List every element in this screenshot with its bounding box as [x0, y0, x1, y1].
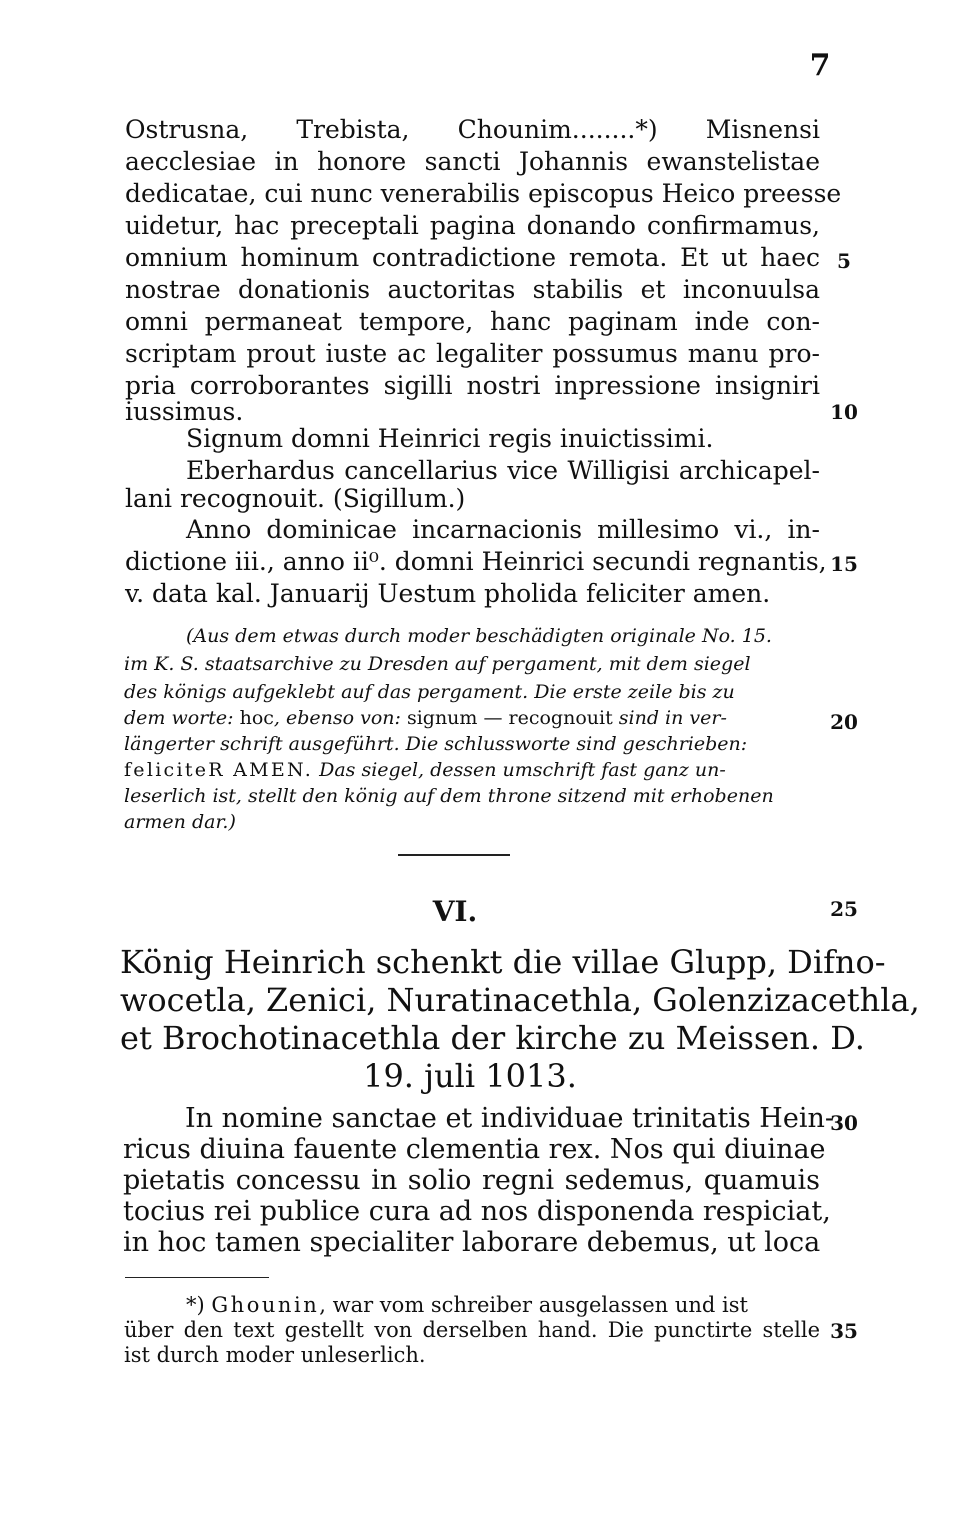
note-quote: signum — recognouit	[406, 707, 613, 729]
note-line	[124, 706, 820, 731]
footnote-text: , war vom schreiber ausgelassen und ist	[319, 1293, 748, 1317]
text-line: dictione iii., anno ii⁰. domni Heinrici secundi regnantis,	[125, 547, 827, 576]
text-line: omni permaneat tempore, hanc paginam inde con-	[125, 307, 820, 336]
note-quote: hoc	[239, 707, 274, 729]
text-line: ricus diuina fauente clementia rex. Nos qui diuinae	[123, 1134, 826, 1165]
heading-line: König Heinrich schenkt die villae Glupp, Difno-	[120, 943, 886, 981]
note-line: im K. S. staatsarchive zu Dresden auf pergament, mit dem siegel	[124, 653, 751, 675]
line-number: 30	[830, 1111, 858, 1135]
section-divider	[398, 854, 510, 856]
text-line: pria corroborantes sigilli nostri inpressione insigniri	[125, 371, 820, 400]
footnote-line: über den text gestellt von derselben hand. Die punctirte stelle	[124, 1318, 820, 1342]
line-number: 25	[830, 897, 858, 921]
heading-line: et Brochotinacethla der kirche zu Meissen. D.	[120, 1019, 865, 1057]
note-quote: feliciteR AMEN.	[124, 759, 314, 781]
note-line: (Aus dem etwas durch moder beschädigten originale No. 15.	[186, 625, 772, 647]
section-number: VI.	[432, 895, 478, 928]
line-number: 5	[837, 249, 851, 273]
note-line: leserlich ist, stellt den könig auf dem throne sitzend mit erhobenen	[124, 785, 774, 807]
page-number: 7	[809, 48, 831, 83]
footnote-line: ist durch moder unleserlich.	[124, 1343, 426, 1367]
text-line: aecclesiae in honore sancti Johannis ewanstelistae	[125, 147, 820, 176]
heading-line: wocetla, Zenici, Nuratinacethla, Golenzizacethla,	[120, 981, 920, 1019]
note-line: armen dar.)	[124, 811, 236, 833]
heading-line: 19. juli 1013.	[363, 1057, 577, 1095]
text-line: In nomine sanctae et individuae trinitatis Hein-	[185, 1103, 834, 1134]
text-line: v. data kal. Januarij Uestum pholida feliciter amen.	[125, 579, 771, 608]
note-line: des königs aufgeklebt auf das pergament. Die erste zeile bis zu	[124, 681, 735, 703]
footnote-rule	[125, 1277, 269, 1278]
text-line: Eberhardus cancellarius vice Willigisi archicapel-	[186, 456, 820, 485]
line-number: 20	[830, 710, 858, 734]
line-number: 10	[830, 400, 858, 424]
note-line: längerter schrift ausgeführt. Die schlussworte sind geschrieben:	[124, 733, 748, 755]
text-line: dedicatae, cui nunc venerabilis episcopus Heico preesse	[125, 179, 842, 208]
note-text: Das siegel, dessen umschrift fast ganz un-	[313, 759, 726, 781]
note-text: , ebenso von:	[273, 707, 407, 729]
text-line: pietatis concessu in solio regni sedemus, quamuis	[123, 1165, 820, 1196]
text-line: tocius rei publice cura ad nos disponenda respiciat,	[123, 1196, 831, 1227]
text-line: iussimus.	[125, 397, 244, 426]
footnote-word: Ghounin	[211, 1293, 320, 1317]
footnote-line	[186, 1293, 820, 1318]
footnote-marker: *)	[186, 1293, 212, 1317]
note-line	[124, 758, 820, 783]
text-line: nostrae donationis auctoritas stabilis et inconuulsa	[125, 275, 820, 304]
line-number: 35	[830, 1319, 858, 1343]
note-text: dem worte:	[124, 707, 240, 729]
text-line: in hoc tamen specialiter laborare debemus, ut loca	[123, 1227, 821, 1258]
line-number: 15	[830, 552, 858, 576]
text-line: lani recognouit. (Sigillum.)	[125, 484, 466, 513]
note-text: sind in ver-	[612, 707, 727, 729]
text-line: uidetur, hac preceptali pagina donando confirmamus,	[125, 211, 820, 240]
text-line: scriptam prout iuste ac legaliter possumus manu pro-	[125, 339, 820, 368]
text-line: Anno dominicae incarnacionis millesimo vi., in-	[186, 515, 820, 544]
text-line: omnium hominum contradictione remota. Et ut haec	[125, 243, 820, 272]
text-line: Ostrusna, Trebista, Chounim........*) Misnensi	[125, 115, 820, 144]
text-line: Signum domni Heinrici regis inuictissimi.	[186, 424, 714, 453]
